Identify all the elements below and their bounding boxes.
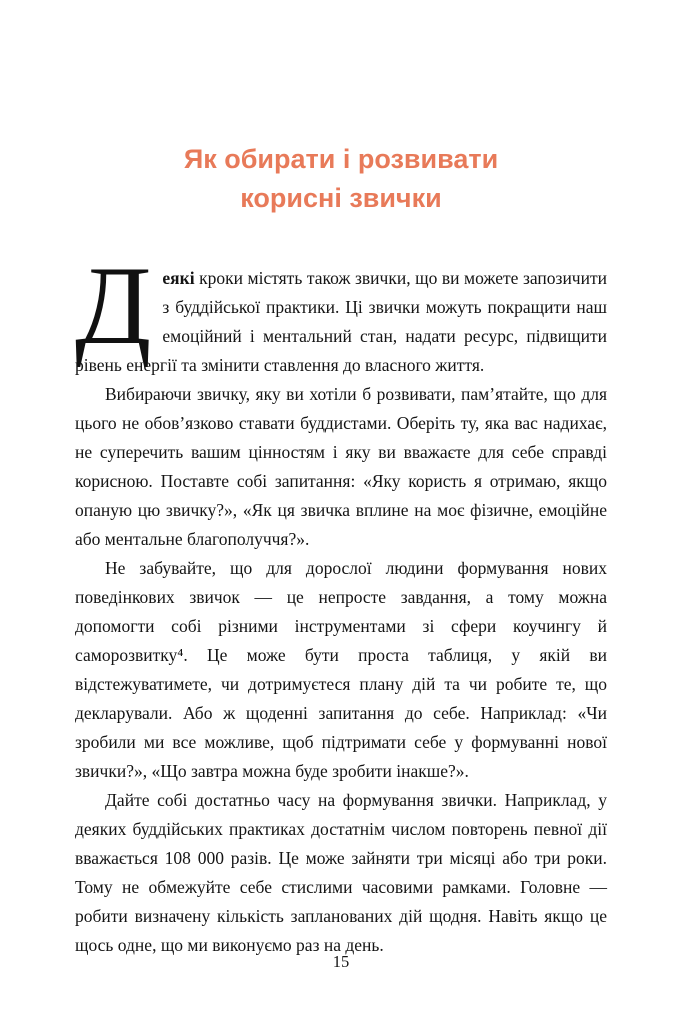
drop-cap: Д bbox=[75, 244, 152, 368]
body-paragraph: Не забувайте, що для дорослої людини формування нових поведінкових звичок — це непросте завдання, а тому можна допомогти собі різними інструментами зі сфери коучингу й саморозвитку⁴. Це може бути проста таблиця, у якій ви відстежуватимете, чи дотримуєтеся плану дій та чи робите те, що декларували. Або ж щоденні запитання до себе. Наприклад: «Чи зробили ми все можливе, щоб підтримати себе у формуванні нової звички?», «Що завтра можна буде зробити інакше?». bbox=[75, 558, 607, 781]
body-paragraph: Вибираючи звичку, яку ви хотіли б розвивати, пам’ятайте, що для цього не обов’язково ставати буддистами. Оберіть ту, яка вас надихає, не суперечить вашим цінностям і яку ви вважаєте для себе справді корисною. Поставте собі запитання: «Яку користь я отримаю, якщо опаную цю звичку?», «Як ця звичка вплине на моє фізичне, емоційне або ментальне благополуччя?». bbox=[75, 384, 607, 549]
opening-lead-word: еякі bbox=[162, 268, 195, 288]
chapter-title-line-1: Як обирати і розвивати bbox=[183, 144, 499, 174]
chapter-title bbox=[0, 0, 682, 218]
opening-paragraph bbox=[75, 244, 607, 380]
opening-paragraph-text: кроки містять також звички, що ви можете запозичити з буддійської практики. Ці звички можуть покращити наш емоційний і ментальний стан, надати ресурс, підвищити рівень енергії та змінити ставлення до власного життя. bbox=[75, 268, 607, 375]
page-content bbox=[75, 244, 607, 960]
chapter-title-line-2: корисні звички bbox=[240, 183, 442, 213]
body-paragraph: Дайте собі достатньо часу на формування звички. Наприклад, у деяких буддійських практиках достатнім числом повторень певної дії вважається 108 000 разів. Це може зайняти три місяці або три роки. Тому не обмежуйте себе стислими часовими рамками. Головне — робити визначену кількість запланованих дій щодня. Навіть якщо це щось одне, що ми виконуємо раз на день. bbox=[75, 790, 607, 955]
page-number: 15 bbox=[332, 952, 350, 971]
